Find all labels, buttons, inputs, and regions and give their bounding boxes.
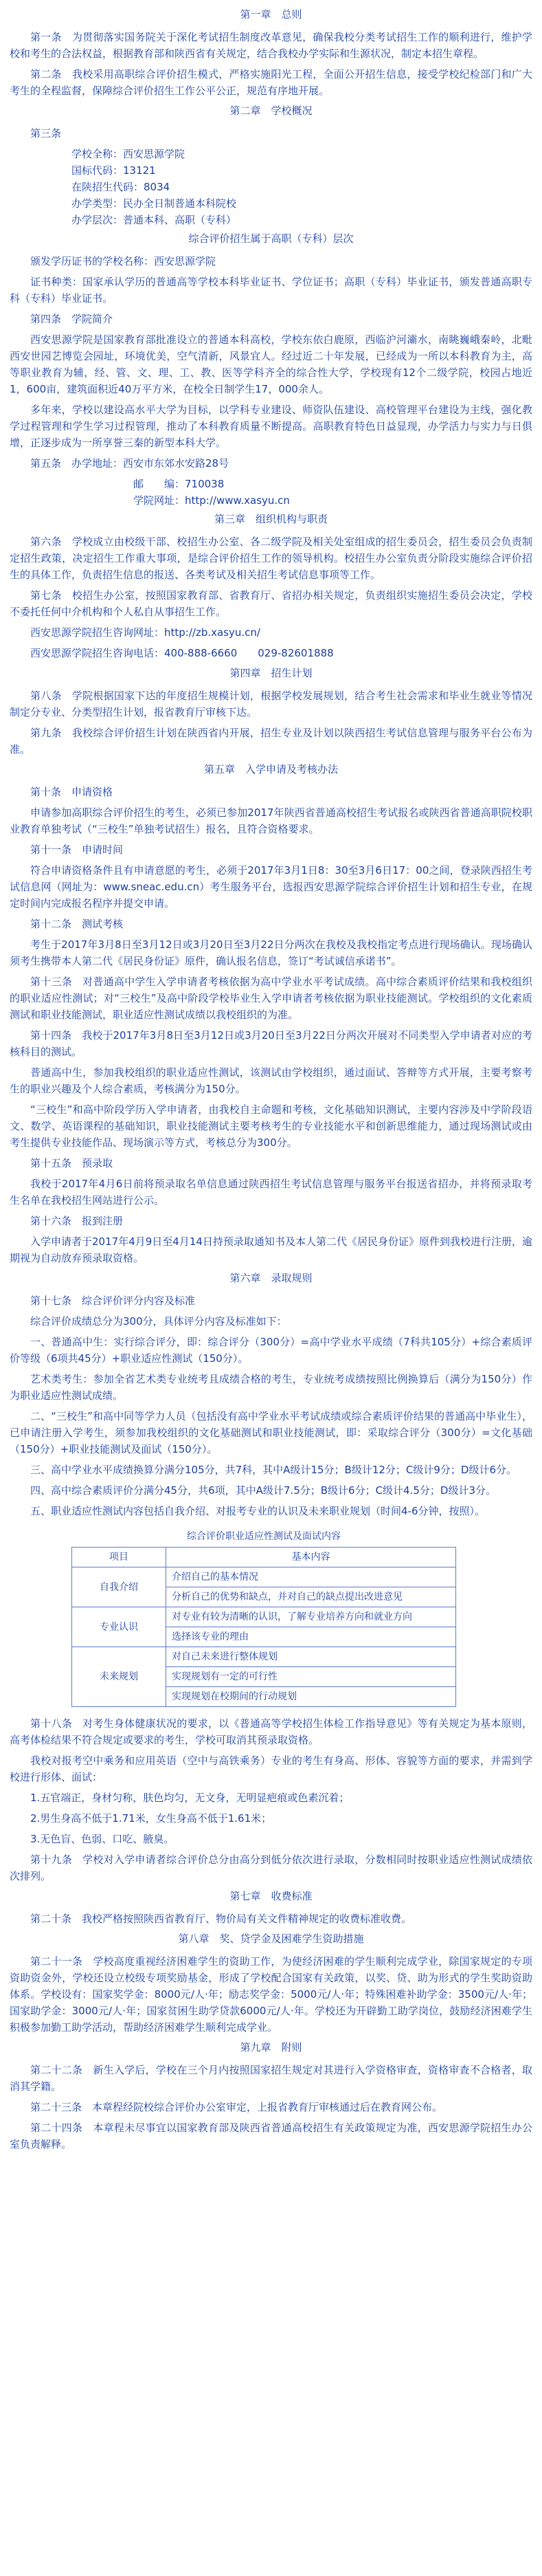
table-row	[72, 1647, 456, 1667]
school-intro-paragraph: 西安思源学院是国家教育部批准设立的普通本科高校，学校东依白鹿原，西临沪河灞水，南眺巍峨秦岭，北毗西安世园艺博览会园址，环境优美，空气清新，风景宜人。经过近二十年发展，已经成为一所以本科教育为主，高等职业教育为辅，经、管、文、理、工、教、医等学科齐全的综合性大学，学校现有12个二级学院，校园占地近1，600亩，建筑面积近40万平方米，在校全日制学生17，000余人。	[10, 333, 532, 395]
requirement-item: 1.五官端正，身材匀称，肤色均匀，无文身，无明显疤痕或色素沉着；	[30, 1792, 350, 1804]
article-heading: 第十六条 报到注册	[30, 1215, 124, 1227]
chapter-heading: 第四章 招生计划	[229, 667, 313, 679]
article-paragraph: 五、职业适应性测试内容包括自我介绍、对报考专业的认识及未来职业规划（时间4-6分钟，按照）。	[30, 1505, 486, 1517]
school-name-line: 学校全称：西安思源学院	[71, 148, 185, 160]
table-header-row	[72, 1548, 456, 1567]
article-paragraph: 符合申请资格条件且有申请意愿的考生，必须于2017年3月1日8：30至3月6日17：00之间，登录陕西招生考试信息网（网址为：www.sneac.edu.cn）考生服务平台，选报西安思源学院综合评价招生计划和招生专业，在规定时间内完成报名程序并提交申请。	[10, 864, 532, 910]
table-category-cell: 未来规划	[72, 1647, 166, 1707]
article-paragraph: 第十三条 对普通高中学生入学申请者考核依据为高中学业水平考试成绩。高中综合素质评价结果和我校组织的职业适应性测试；对“三校生”及高中阶段学校毕业生入学申请者考核依据为职业技能测试。学校组织的文化素质测试和职业技能测试，职业适应性测试成绩以我校组织的为准。	[10, 976, 532, 1021]
table-cell: 介绍自己的基本情况	[166, 1567, 456, 1587]
postcode-line: 邮 编：710038	[133, 478, 225, 490]
chapter-heading: 第八章 奖、贷学金及困难学生资助措施	[178, 1933, 364, 1945]
school-level-line: 办学层次：普通本科、高职（专科）	[71, 214, 237, 226]
table-cell: 实现规划有一定的可行性	[166, 1667, 456, 1687]
article-heading: 第十五条 预录取	[30, 1157, 113, 1169]
section-subtitle: 综合评价招生属于高职（专科）层次	[188, 232, 354, 245]
table-cell: 分析自己的优势和缺点，并对自己的缺点提出改进意见	[166, 1587, 456, 1607]
article-paragraph: 三、高中学业水平成绩换算分满分105分，共7科，其中A级计15分；B级计12分；C级计9分；D级计6分。	[30, 1464, 517, 1476]
article-paragraph: 我校对报考空中乘务和应用英语（空中与高铁乘务）专业的考生有身高、形体、容貌等方面的要求，并需到学校进行形体、面试：	[10, 1754, 532, 1783]
table-category-cell: 专业认识	[72, 1607, 166, 1647]
national-code-line: 国标代码：13121	[71, 164, 156, 177]
article-paragraph: 第二十条 我校严格按照陕西省教育厅、物价局有关文件精神规定的收费标准收费。	[30, 1913, 412, 1925]
contact-website-line: 西安思源学院招生咨询网址：http://zb.xasyu.cn/	[30, 626, 260, 639]
article-heading: 第四条 学院简介	[30, 313, 113, 325]
chapter-heading: 第九章 附则	[240, 2041, 302, 2054]
article-paragraph: 综合评价成绩总分为300分，具体评分内容及标准如下：	[30, 1315, 287, 1328]
article-paragraph: 第六条 学校成立由校级干部、校招生办公室、各二级学院及相关处室组成的招生委员会，招生委员会负责制定招生政策，决定招生工作重大事项，是综合评价招生工作的领导机构。校招生办公室负责分阶段实施综合评价招生的具体工作，负责招生信息的报送、各类考试及相关招生考试信息事项等工作。	[10, 536, 532, 581]
article-paragraph: 第一条 为贯彻落实国务院关于深化考试招生制度改革意见，确保我校分类考试招生工作的顺利进行，维护学校和考生的合法权益，根据教育部和陕西省有关规定，结合我校办学实际和生源状况，制定本招生章程。	[10, 31, 532, 60]
article-paragraph: “三校生”和高中阶段学历入学申请者，由我校自主命题和考核，文化基础知识测试，主要内容涉及中学阶段语文、数学、英语课程的基础知识，职业技能测试主要考核考生的专业技能水平和创新思维能力，通过现场测试或由考生提供专业技能作品、现场演示等方式，考核总分为300分。	[10, 1103, 532, 1149]
chapter-heading: 第六章 录取规则	[229, 1272, 313, 1284]
article-paragraph: 入学申请者于2017年4月9日至4月14日持预录取通知书及本人第二代《居民身份证》原件到我校进行注册，逾期视为自动放弃预录取资格。	[10, 1235, 532, 1264]
chapter-heading: 第三章 组织机构与职责	[214, 513, 328, 525]
article-paragraph: 第七条 校招生办公室，按照国家教育部、省教育厅、省招办相关规定，负责组织实施招生委员会决定，学校不委托任何中介机构和个人私自从事招生工作。	[10, 589, 532, 618]
article-paragraph: 第十四条 我校于2017年3月8日至3月12日或3月20日至3月22日分两次开展对不同类型入学申请者对应的考核科目的测试。	[10, 1029, 532, 1058]
table-row	[72, 1567, 456, 1587]
article-heading: 第十条 申请资格	[30, 786, 113, 798]
certificate-paragraph: 颁发学历证书的学校名称：西安思源学院	[30, 255, 216, 267]
school-type-line: 办学类型：民办全日制普通本科院校	[71, 197, 237, 210]
interview-content-table	[71, 1525, 456, 1707]
chapter-heading: 第一章 总则	[240, 8, 302, 21]
table-caption: 综合评价职业适应性测试及面试内容	[187, 1531, 341, 1542]
article-paragraph: 第二十一条 学校高度重视经济困难学生的资助工作，为使经济困难的学生顺利完成学业，除国家规定的专项资助资金外，学校还设立校级专项奖励基金，形成了学校配合国家有关政策，以奖、贷、助为形式的学生奖助资助体系。学校设有：国家奖学金：8000元/人·年；励志奖学金：5000元/人·年；特殊困难补助学金：3500元/人·年；国家助学金：3000元/人·年；国家贫困生助学贷款6000元/人·年。学校还为开辟勤工助学岗位，鼓励经济困难学生积极参加勤工助学活动，帮助经济困难学生顺利完成学业。	[10, 1955, 532, 2034]
address-line: 第五条 办学地址：西安市东郊水安路28号	[30, 457, 229, 470]
article-paragraph: 普通高中生，参加我校组织的职业适应性测试，该测试由学校组织，通过面试、答辩等方式开展，主要考察考生的职业兴趣及个人综合素质，考核满分为150分。	[10, 1066, 532, 1095]
table-cell: 选择该专业的理由	[166, 1627, 456, 1647]
chapter-heading: 第二章 学校概况	[229, 104, 313, 117]
article-paragraph: 第八条 学院根据国家下达的年度招生规模计划，根据学校发展规划，结合考生社会需求和毕业生就业等情况制定分专业、分类型招生计划，报省教育厅审核下达。	[10, 690, 532, 718]
requirement-item: 3.无色盲、色弱、口吃、腋臭。	[30, 1833, 174, 1845]
article-heading: 第十二条 测试考核	[30, 918, 124, 930]
website-line: 学院网址：http://www.xasyu.cn	[133, 494, 290, 507]
table-cell: 对专业有较为清晰的认识，了解专业培养方向和就业方向	[166, 1607, 456, 1627]
article-paragraph: 四、高中综合素质评价分满分45分，共6项，其中A级计7.5分；B级计6分；C级计4.5分；D级计3分。	[30, 1484, 497, 1497]
article-paragraph: 第二十二条 新生入学后，学校在三个月内按照国家招生规定对其进行入学资格审查，资格审查不合格者，取消其学籍。	[10, 2064, 532, 2093]
article-paragraph: 第二条 我校采用高职综合评价招生模式，严格实施阳光工程，全面公开招生信息，接受学校纪检部门和广大考生的全程监督，保障综合评价招生工作公平公正，规范有序地开展。	[10, 68, 532, 97]
article-paragraph: 第十八条 对考生身体健康状况的要求，以《普通高等学校招生体检工作指导意见》等有关规定为基本原则，高考体检结果不符合规定或要求的考生，学校可取消其预录取资格。	[10, 1717, 532, 1746]
table-cell: 对自己未来进行整体规划	[166, 1647, 456, 1667]
chapter-heading: 第五章 入学申请及考核办法	[203, 763, 338, 775]
certificate-paragraph: 证书种类：国家承认学历的普通高等学校本科毕业证书、学位证书；高职（专科）毕业证书，颁发普通高职专科（专科）毕业证书。	[10, 276, 532, 305]
requirement-item: 2.男生身高不低于1.71米，女生身高不低于1.61米；	[30, 1812, 272, 1825]
enrollment-code-line: 在陕招生代码：8034	[71, 181, 170, 193]
contact-phone-line: 西安思源学院招生咨询电话：400-888-6660 029-82601888	[30, 647, 334, 659]
article-paragraph: 第九条 我校综合评价招生计划在陕西省内开展，招生专业及计划以陕西招生考试信息管理与服务平台公布为准。	[10, 727, 532, 756]
table-header-item: 项目	[72, 1548, 166, 1567]
table-cell: 实现规划在校期间的行动规划	[166, 1687, 456, 1707]
article-heading: 第十七条 综合评价评分内容及标准	[30, 1295, 196, 1307]
article-paragraph: 第二十四条 本章程未尽事宜以国家教育部及陕西省普通高校招生有关政策规定为准，西安思源学院招生办公室负责解释。	[10, 2122, 532, 2150]
article-paragraph: 申请参加高职综合评价招生的考生，必须已参加2017年陕西省普通高校招生考试报名或陕西省普通高职院校职业教育单独考试（“三校生”单独考试招生）报名，且符合资格要求。	[10, 806, 532, 835]
article-paragraph: 第十九条 学校对入学申请者综合评价总分由高分到低分依次进行录取，分数相同时按职业适应性测试成绩依次排列。	[10, 1853, 532, 1882]
chapter-heading: 第七章 收费标准	[229, 1890, 313, 1902]
table-header-content: 基本内容	[166, 1548, 456, 1567]
article-heading: 第十一条 申请时间	[30, 844, 124, 856]
table-category-cell: 自我介绍	[72, 1567, 166, 1607]
article-paragraph: 二、“三校生”和高中同等学力人员（包括没有高中学业水平考试成绩或综合素质评价结果的普通高中毕业生），已申请注册入学考生，须参加我校组织的文化基础测试和职业技能测试，即：采取综合评分（300分）=文化基础（150分）+职业技能测试及面试（150分）。	[10, 1410, 532, 1455]
article-paragraph: 第二十三条 本章程经院校综合评价办公室审定，上报省教育厅审核通过后在教育网公布。	[30, 2101, 443, 2113]
article-paragraph: 一、普通高中生：实行综合评分，即：综合评分（300分）=高中学业水平成绩（7科共105分）+综合素质评价等级（6项共45分）+职业适应性测试（150分）。	[10, 1336, 532, 1365]
school-intro-paragraph: 多年来，学校以建设高水平大学为目标，以学科专业建设、师资队伍建设、高校管理平台建设为主线，强化教学过程管理和学生学习过程管理，推动了本科教育质量不断提高。高职教育特色日益显现，办学活力与实力与日俱增，正逐步成为一所享誉三秦的新型本科大学。	[10, 404, 532, 449]
article-paragraph: 艺术类考生：参加全省艺术类专业统考且成绩合格的考生，专业统考成绩按照比例换算后（满分为150分）作为职业适应性测试成绩。	[10, 1373, 532, 1402]
article-paragraph: 我校于2017年4月6日前将预录取名单信息通过陕西招生考试信息管理与服务平台报送省招办，并将预录取考生名单在我校招生网站进行公示。	[10, 1178, 532, 1207]
article-paragraph: 考生于2017年3月8日至3月12日或3月20日至3月22日分两次在我校及我校指定考点进行现场确认。现场确认须考生携带本人第二代《居民身份证》原件，确认报名信息，签订“考试诚信承诺书”。	[10, 938, 532, 967]
article-heading: 第三条	[30, 127, 62, 140]
table-row	[72, 1607, 456, 1627]
